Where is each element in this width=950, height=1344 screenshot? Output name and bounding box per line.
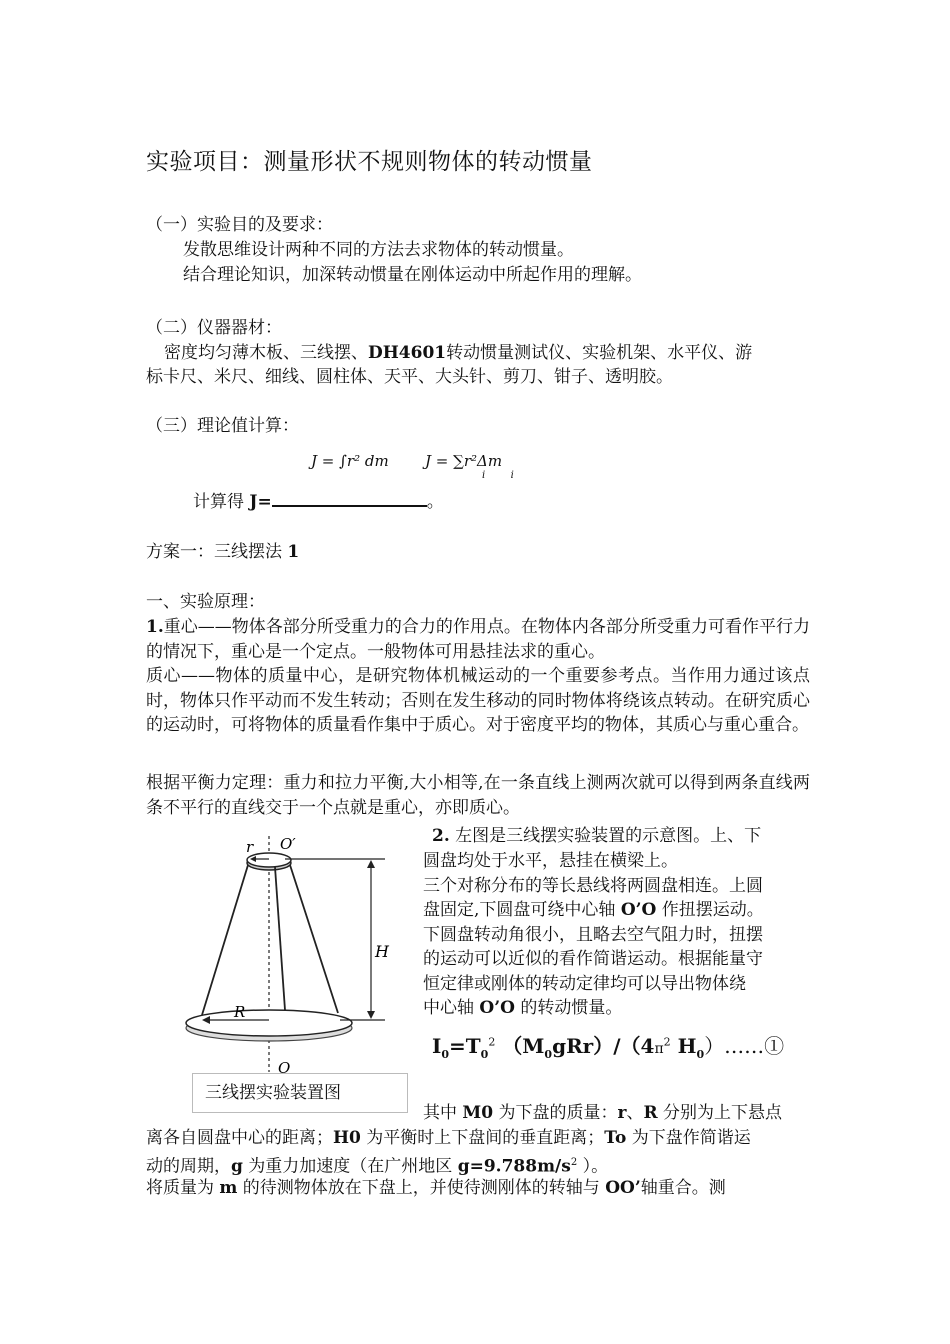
calculated-result-line: 计算得 J= 。: [193, 492, 444, 512]
side-line-7: 恒定律或刚体的转动定律均可以导出物体绕: [423, 974, 746, 994]
after-line-1: 其中 M0 为下盘的质量：r、R 分别为上下悬点: [423, 1103, 782, 1123]
label-o: O: [278, 1059, 291, 1075]
side-line-8: 中心轴 O’O 的转动惯量。: [423, 998, 623, 1018]
suspension-wire-back: [275, 867, 285, 1010]
after-line-3: 动的周期，g 为重力加速度（在广州地区 $g=9.788m/s^2$ ）。: [146, 1156, 609, 1177]
principle-paragraph-2: 质心——物体的质量中心，是研究物体机械运动的一个重要参考点。当作用力通过该点时，物体只作平动而不发生转动；否则在发生移动的同时物体将绕该点转动。在研究质心的运动时，可将物体的质量看作集中于质心。对于密度平均的物体，其质心与重心重合。: [146, 666, 810, 735]
page-title: 实验项目：测量形状不规则物体的转动惯量: [146, 149, 593, 175]
label-o-prime: O′: [280, 835, 296, 853]
section-equipment-heading: （二）仪器器材：: [146, 318, 282, 338]
principle-paragraph-3: 根据平衡力定理：重力和拉力平衡,大小相等,在一条直线上测两次就可以得到两条直线两条不平行的直线交于一个点就是重心，亦即质心。: [146, 773, 810, 818]
side-line-6: 的运动可以近似的看作简谐运动。根据能量守: [423, 949, 763, 969]
purpose-line-2: 结合理论知识，加深转动惯量在刚体运动中所起作用的理解。: [183, 265, 642, 285]
side-line-1: 2. 左图是三线摆实验装置的示意图。上、下: [432, 826, 762, 846]
plan-one-heading: 方案一：三线摆法 1: [146, 542, 300, 562]
formula-sum-subscripts: i i: [482, 470, 514, 481]
after-line-2: 离各自圆盘中心的距离；H0 为平衡时上下盘间的垂直距离；To 为下盘作简谐运: [146, 1128, 751, 1148]
formula-sum: J = ∑r²Δm: [425, 452, 503, 470]
principle-paragraph-1: 1.重心——物体各部分所受重力的合力的作用点。在物体内各部分所受重力可看作平行力的情况下，重心是一个定点。一般物体可用悬挂法求的重心。: [146, 617, 810, 662]
purpose-line-1: 发散思维设计两种不同的方法去求物体的转动惯量。: [183, 240, 574, 260]
equipment-line-1: 密度均匀薄木板、三线摆、DH4601转动惯量测试仪、实验机架、水平仪、游: [164, 343, 753, 363]
label-h: H: [375, 942, 389, 961]
formula-integral: J = ∫r² dm: [311, 452, 389, 470]
equation-moment-of-inertia: $I_0=T_0^2$ $(M_0gRr)/(4\pi^2$ $H_0)\dots\dots ①$: [432, 1034, 785, 1061]
after-line-4: 将质量为 m 的待测物体放在下盘上，并使待测刚体的转轴与 OO’轴重合。测: [146, 1178, 726, 1198]
section-purpose-heading: （一）实验目的及要求：: [146, 215, 333, 235]
side-line-3: 三个对称分布的等长悬线将两圆盘相连。上圆: [423, 876, 763, 896]
label-r: r: [246, 838, 254, 856]
lower-disc: [186, 1010, 352, 1036]
side-line-5: 下圆盘转动角很小，且略去空气阻力时，扭摆: [423, 925, 763, 945]
side-line-2: 圆盘均处于水平，悬挂在横梁上。: [423, 851, 678, 871]
label-big-r: R: [234, 1003, 246, 1021]
three-wire-pendulum-diagram: [180, 830, 410, 1075]
equipment-line-2: 标卡尺、米尺、细线、圆柱体、天平、大头针、剪刀、钳子、透明胶。: [146, 367, 673, 387]
principle-heading: 一、实验原理：: [146, 592, 265, 612]
section-theory-heading: （三）理论值计算：: [146, 416, 299, 436]
side-line-4: 盘固定,下圆盘可绕中心轴 O’O 作扭摆运动。: [423, 900, 764, 920]
answer-blank[interactable]: [272, 490, 427, 507]
diagram-caption: 三线摆实验装置图: [205, 1083, 341, 1103]
suspension-wire-left: [202, 865, 248, 1015]
suspension-wire-right: [290, 865, 338, 1013]
